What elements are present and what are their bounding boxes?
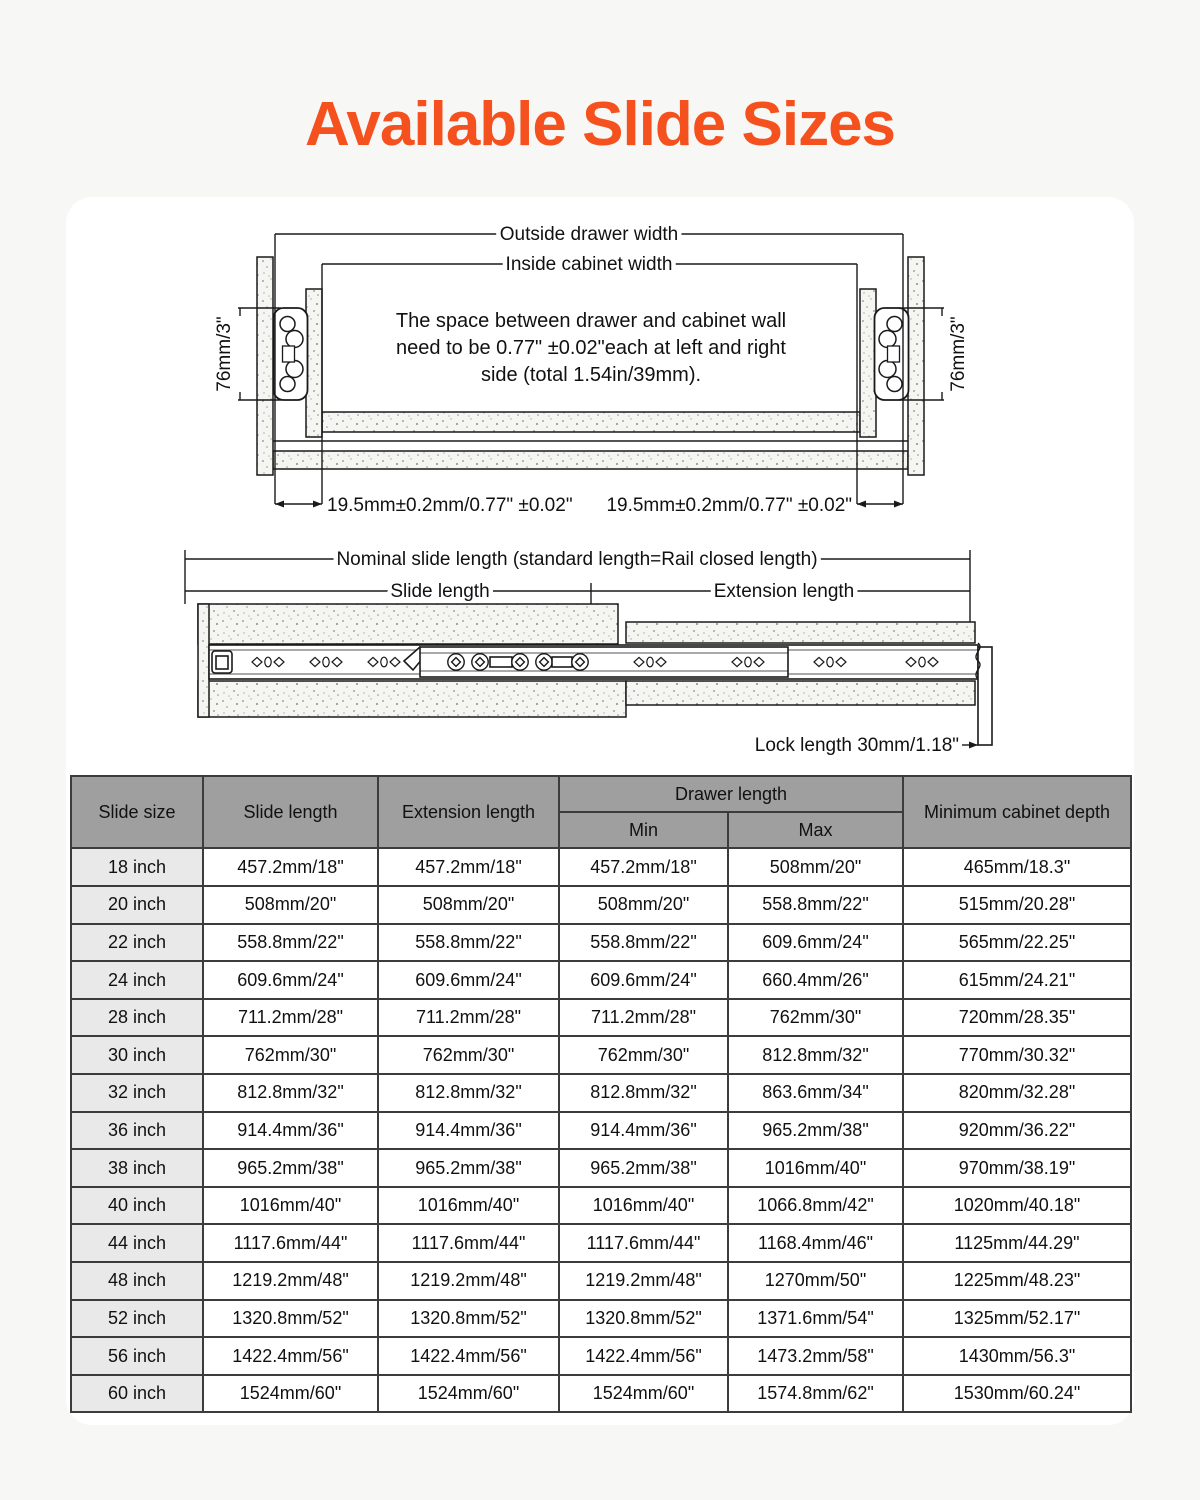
spec-value-cell: 1219.2mm/48" (378, 1262, 559, 1300)
spec-value-cell: 1219.2mm/48" (559, 1262, 728, 1300)
clearance-note-line2: need to be 0.77" ±0.02"each at left and right (396, 337, 786, 360)
outside-drawer-width-label: Outside drawer width (499, 224, 679, 246)
slide-size-cell: 60 inch (71, 1375, 203, 1413)
slide-size-cell: 56 inch (71, 1337, 203, 1375)
slide-size-cell: 30 inch (71, 1036, 203, 1074)
spec-value-cell: 1020mm/40.18" (903, 1187, 1131, 1225)
slide-size-cell: 44 inch (71, 1224, 203, 1262)
spec-value-cell: 558.8mm/22" (728, 886, 903, 924)
table-row (71, 1074, 1131, 1112)
slide-size-cell: 24 inch (71, 961, 203, 999)
clearance-note-line1: The space between drawer and cabinet wall (395, 310, 787, 333)
spec-value-cell: 1524mm/60" (203, 1375, 378, 1413)
slide-size-cell: 40 inch (71, 1187, 203, 1225)
spec-value-cell: 508mm/20" (378, 886, 559, 924)
spec-value-cell: 1320.8mm/52" (203, 1300, 378, 1338)
cabinet-block-top (198, 604, 618, 644)
table-row (71, 848, 1131, 886)
side-clearance-right-label: 19.5mm±0.2mm/0.77" ±0.02" (606, 495, 852, 517)
spec-value-cell: 1325mm/52.17" (903, 1300, 1131, 1338)
lock-extension (978, 647, 992, 745)
table-row (71, 1149, 1131, 1187)
diagram-drawer-clearance (214, 224, 969, 516)
spec-value-cell: 762mm/30" (559, 1036, 728, 1074)
slide-diagrams (66, 197, 1134, 775)
spec-value-cell: 965.2mm/38" (203, 1149, 378, 1187)
drawer-block-bottom (626, 681, 975, 705)
spec-value-cell: 965.2mm/38" (728, 1112, 903, 1150)
spec-value-cell: 1270mm/50" (728, 1262, 903, 1300)
spec-value-cell: 1016mm/40" (378, 1187, 559, 1225)
spec-value-cell: 1117.6mm/44" (378, 1224, 559, 1262)
table-row (71, 924, 1131, 962)
slide-size-cell: 20 inch (71, 886, 203, 924)
spec-value-cell: 565mm/22.25" (903, 924, 1131, 962)
spec-value-cell: 508mm/20" (728, 848, 903, 886)
table-row (71, 1187, 1131, 1225)
extension-length-label: Extension length (713, 581, 855, 603)
table-row (71, 1112, 1131, 1150)
spec-value-cell: 515mm/20.28" (903, 886, 1131, 924)
slide-size-cell: 22 inch (71, 924, 203, 962)
spec-value-cell: 508mm/20" (559, 886, 728, 924)
spec-card (66, 197, 1134, 1425)
spec-value-cell: 660.4mm/26" (728, 961, 903, 999)
inside-cabinet-width-label: Inside cabinet width (505, 254, 673, 276)
diagram-slide-length (185, 549, 992, 756)
spec-value-cell: 720mm/28.35" (903, 999, 1131, 1037)
spec-value-cell: 1225mm/48.23" (903, 1262, 1131, 1300)
spec-value-cell: 770mm/30.32" (903, 1036, 1131, 1074)
spec-value-cell: 457.2mm/18" (559, 848, 728, 886)
spec-value-cell: 1473.2mm/58" (728, 1337, 903, 1375)
spec-value-cell: 1371.6mm/54" (728, 1300, 903, 1338)
spec-value-cell: 762mm/30" (203, 1036, 378, 1074)
table-row (71, 1224, 1131, 1262)
drawer-block-top (626, 622, 975, 643)
spec-value-cell: 920mm/36.22" (903, 1112, 1131, 1150)
spec-value-cell: 508mm/20" (203, 886, 378, 924)
page-title: Available Slide Sizes (304, 90, 896, 159)
slide-size-cell: 18 inch (71, 848, 203, 886)
slide-size-cell: 36 inch (71, 1112, 203, 1150)
spec-value-cell: 1117.6mm/44" (203, 1224, 378, 1262)
spec-value-cell: 609.6mm/24" (728, 924, 903, 962)
col-header-slide-size: Slide size (71, 776, 203, 848)
spec-value-cell: 1574.8mm/62" (728, 1375, 903, 1413)
spec-value-cell: 914.4mm/36" (559, 1112, 728, 1150)
col-header-min: Min (559, 812, 728, 848)
spec-value-cell: 914.4mm/36" (378, 1112, 559, 1150)
col-header-drawer-length: Drawer length (559, 776, 903, 812)
table-row (71, 961, 1131, 999)
drawer-side-right (860, 289, 876, 437)
col-header-max: Max (728, 812, 903, 848)
slide-height-label-right: 76mm/3" (948, 316, 969, 393)
table-row (71, 1337, 1131, 1375)
slide-height-label-left: 76mm/3" (214, 316, 235, 393)
table-row (71, 1036, 1131, 1074)
slide-size-cell: 48 inch (71, 1262, 203, 1300)
spec-value-cell: 1422.4mm/56" (203, 1337, 378, 1375)
slide-size-cell: 38 inch (71, 1149, 203, 1187)
spec-value-cell: 970mm/38.19" (903, 1149, 1131, 1187)
slide-length-label: Slide length (390, 581, 490, 603)
spec-value-cell: 1066.8mm/42" (728, 1187, 903, 1225)
spec-value-cell: 1524mm/60" (378, 1375, 559, 1413)
cabinet-wall-right (908, 257, 924, 475)
size-table-body (71, 848, 1131, 1412)
cabinet-wall-left (257, 257, 273, 475)
col-header-min-cabinet-depth: Minimum cabinet depth (903, 776, 1131, 848)
spec-value-cell: 615mm/24.21" (903, 961, 1131, 999)
cabinet-bottom-board (273, 451, 908, 469)
spec-value-cell: 1168.4mm/46" (728, 1224, 903, 1262)
clearance-note-line3: side (total 1.54in/39mm). (480, 364, 702, 387)
spec-value-cell: 812.8mm/32" (203, 1074, 378, 1112)
spec-value-cell: 1524mm/60" (559, 1375, 728, 1413)
spec-value-cell: 863.6mm/34" (728, 1074, 903, 1112)
spec-value-cell: 965.2mm/38" (378, 1149, 559, 1187)
spec-value-cell: 1422.4mm/56" (559, 1337, 728, 1375)
spec-value-cell: 465mm/18.3" (903, 848, 1131, 886)
spec-value-cell: 1320.8mm/52" (559, 1300, 728, 1338)
nominal-length-label: Nominal slide length (standard length=Rail closed length) (336, 549, 818, 571)
slide-size-cell: 52 inch (71, 1300, 203, 1338)
slide-size-table (70, 775, 1132, 1413)
spec-value-cell: 812.8mm/32" (378, 1074, 559, 1112)
spec-value-cell: 812.8mm/32" (559, 1074, 728, 1112)
spec-value-cell: 609.6mm/24" (559, 961, 728, 999)
spec-value-cell: 558.8mm/22" (203, 924, 378, 962)
drawer-bottom-board (322, 412, 860, 432)
spec-value-cell: 609.6mm/24" (378, 961, 559, 999)
cabinet-block-cap (198, 604, 209, 717)
spec-value-cell: 1530mm/60.24" (903, 1375, 1131, 1413)
spec-value-cell: 1219.2mm/48" (203, 1262, 378, 1300)
table-row (71, 1262, 1131, 1300)
spec-value-cell: 1016mm/40" (203, 1187, 378, 1225)
cabinet-block-bottom (198, 681, 626, 717)
spec-value-cell: 812.8mm/32" (728, 1036, 903, 1074)
side-clearance-left-label: 19.5mm±0.2mm/0.77" ±0.02" (327, 495, 573, 517)
spec-value-cell: 1016mm/40" (728, 1149, 903, 1187)
spec-value-cell: 609.6mm/24" (203, 961, 378, 999)
slide-size-cell: 28 inch (71, 999, 203, 1037)
lock-length-label: Lock length 30mm/1.18" (754, 735, 959, 757)
spec-value-cell: 558.8mm/22" (559, 924, 728, 962)
col-header-slide-length: Slide length (203, 776, 378, 848)
spec-value-cell: 914.4mm/36" (203, 1112, 378, 1150)
spec-value-cell: 1117.6mm/44" (559, 1224, 728, 1262)
spec-value-cell: 1016mm/40" (559, 1187, 728, 1225)
spec-value-cell: 711.2mm/28" (559, 999, 728, 1037)
spec-value-cell: 711.2mm/28" (378, 999, 559, 1037)
spec-value-cell: 965.2mm/38" (559, 1149, 728, 1187)
spec-value-cell: 1430mm/56.3" (903, 1337, 1131, 1375)
slide-size-cell: 32 inch (71, 1074, 203, 1112)
col-header-extension-length: Extension length (378, 776, 559, 848)
spec-value-cell: 762mm/30" (378, 1036, 559, 1074)
spec-value-cell: 1422.4mm/56" (378, 1337, 559, 1375)
spec-value-cell: 558.8mm/22" (378, 924, 559, 962)
spec-value-cell: 457.2mm/18" (203, 848, 378, 886)
spec-value-cell: 1320.8mm/52" (378, 1300, 559, 1338)
spec-value-cell: 711.2mm/28" (203, 999, 378, 1037)
table-row (71, 886, 1131, 924)
spec-value-cell: 820mm/32.28" (903, 1074, 1131, 1112)
table-row (71, 999, 1131, 1037)
spec-value-cell: 1125mm/44.29" (903, 1224, 1131, 1262)
table-row (71, 1375, 1131, 1413)
table-row (71, 1300, 1131, 1338)
spec-value-cell: 457.2mm/18" (378, 848, 559, 886)
spec-value-cell: 762mm/30" (728, 999, 903, 1037)
